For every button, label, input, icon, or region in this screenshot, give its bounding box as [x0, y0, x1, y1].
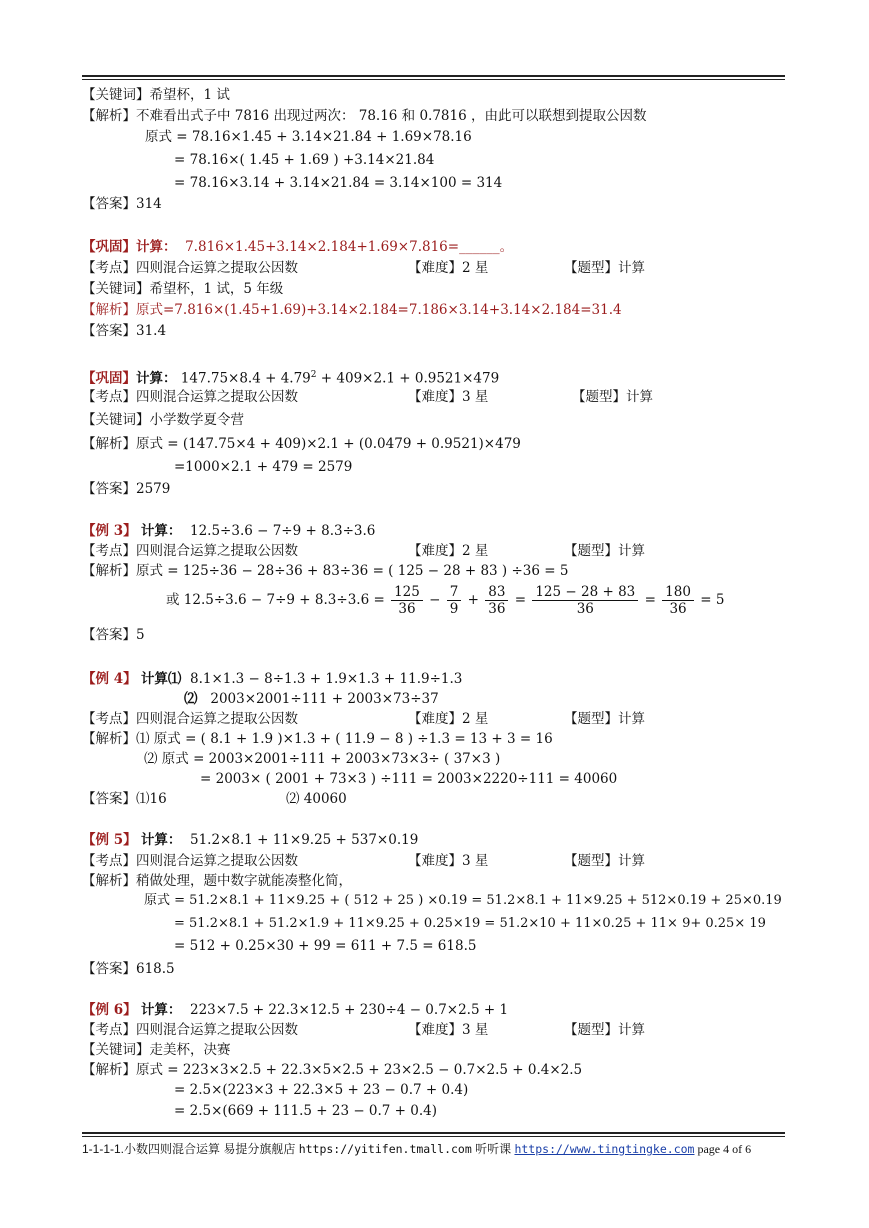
calc-label: 计算： [140, 832, 182, 848]
page-footer [82, 1140, 785, 1157]
fraction: $\frac{125 - 28 + 83}{36}$ [532, 584, 638, 617]
formula-step: =1000×2.1 + 479 = 2579 [174, 459, 353, 475]
keywords-line: 【关键词】小学数学夏令营 [82, 412, 244, 428]
problem-tag: 【例 4】 [82, 671, 137, 687]
tixing: 【题型】计算 [564, 1022, 645, 1038]
kaodian: 【考点】四则混合运算之提取公因数 [82, 260, 298, 276]
example-problem [82, 831, 418, 849]
analysis-line: 【解析】原式 = 125÷36 − 28÷36 + 83÷36 = ( 125 − 28 + 83 ) ÷36 = 5 [82, 563, 569, 579]
formula-step: = 512 + 0.25×30 + 99 = 611 + 7.5 = 618.5 [174, 938, 477, 954]
formula-step: 原式 = 51.2×8.1 + 11×9.25 + ( 512 + 25 ) ×0.19 = 51.2×8.1 + 11×9.25 + 512×0.19 + 25×0.19 [144, 893, 782, 908]
footer-tingting: 听听课 [471, 1142, 515, 1156]
footer-title: 1-1-1-1.小数四则混合运算 易提分旗舰店 [82, 1142, 299, 1156]
fraction: $\frac{125}{36}$ [391, 584, 423, 617]
meta-row [82, 542, 785, 560]
problem-expression-rest: + 409×2.1 + 0.9521×479 [316, 370, 500, 387]
alt-prefix: 或 12.5÷3.6 − 7÷9 + 8.3÷3.6 = [166, 592, 385, 608]
footer-rule [82, 1132, 785, 1134]
meta-row [82, 1021, 785, 1039]
answer-line: 【答案】314 [82, 196, 162, 212]
example-problem [82, 1001, 508, 1019]
calc-label: 计算⑴ [140, 671, 182, 687]
problem-expression: 223×7.5 + 22.3×12.5 + 230÷4 − 0.7×2.5 + 1 [189, 1002, 509, 1018]
analysis-line: 【解析】原式 = 223×3×2.5 + 22.3×5×2.5 + 23×2.5 − 0.7×2.5 + 0.4×2.5 [82, 1062, 583, 1078]
meta-row [82, 852, 785, 870]
problem-tag: 【例 6】 [82, 1002, 137, 1018]
calc-label: 计算： [136, 239, 177, 255]
calc-label: 计算： [140, 523, 182, 539]
part-label: ⑵ [184, 691, 198, 707]
keywords-line: 【关键词】希望杯，1 试 [82, 87, 230, 103]
tixing: 【题型】计算 [564, 543, 645, 559]
analysis-line: 【解析】原式=7.816×(1.45+1.69)+3.14×2.184=7.186×3.14+3.14×2.184=31.4 [82, 302, 622, 318]
fraction: $\frac{180}{36}$ [662, 584, 694, 617]
example-problem [82, 522, 375, 540]
nandu: 【难度】3 星 [408, 389, 489, 405]
nandu: 【难度】2 星 [408, 711, 489, 727]
gonggu-problem [82, 366, 499, 388]
header-rule-thin [82, 79, 785, 80]
example-problem [82, 670, 462, 688]
nandu: 【难度】2 星 [408, 543, 489, 559]
meta-row [82, 259, 785, 277]
gonggu-problem [82, 238, 513, 256]
analysis-line: 【解析】不难看出式子中 7816 出现过两次： 78.16 和 0.7816 ，由此可以联想到提取公因数 [82, 108, 647, 124]
answer-part2: ⑵ 40060 [286, 791, 347, 807]
shop-url: https://yitifen.tmall.com [298, 1142, 472, 1156]
fraction: $\frac{7}{9}$ [447, 584, 462, 617]
answer-line: 【答案】31.4 [82, 323, 167, 339]
answer-line: 【答案】5 [82, 627, 145, 643]
formula-step: = 2003× ( 2001 + 73×3 ) ÷111 = 2003×2220÷111 = 40060 [200, 771, 618, 787]
meta-row [82, 710, 785, 728]
answer-line: 【答案】⑴16 [82, 791, 167, 807]
analysis-line: 【解析】稍做处理，题中数字就能凑整化简， [82, 873, 352, 889]
problem-expression: 7.816×1.45+3.14×2.184+1.69×7.816=______。 [185, 239, 514, 255]
keywords-line: 【关键词】走美杯，决赛 [82, 1042, 231, 1058]
problem-expression: 2003×2001÷111 + 2003×73÷37 [210, 691, 439, 707]
analysis-line: 【解析】原式 = (147.75×4 + 409)×2.1 + (0.0479 + 0.9521)×479 [82, 436, 521, 452]
operator: = [644, 592, 656, 608]
problem-expression: 147.75×8.4 + 4.79 [180, 370, 311, 387]
page-number: page 4 of 6 [694, 1142, 752, 1156]
tixing: 【题型】计算 [564, 711, 645, 727]
problem-tag: 【例 5】 [82, 832, 137, 848]
problem-expression: 12.5÷3.6 − 7÷9 + 8.3÷3.6 [189, 523, 376, 539]
formula-step: 原式 = 78.16×1.45 + 3.14×21.84 + 1.69×78.16 [145, 129, 472, 145]
problem-tag: 【巩固】 [82, 239, 136, 255]
answer-line: 【答案】618.5 [82, 961, 175, 977]
formula-step: = 2.5×(669 + 111.5 + 23 − 0.7 + 0.4) [174, 1103, 438, 1119]
calc-label: 计算： [140, 1002, 182, 1018]
kaodian: 【考点】四则混合运算之提取公因数 [82, 543, 298, 559]
fraction: $\frac{83}{36}$ [485, 584, 508, 617]
nandu: 【难度】3 星 [408, 853, 489, 869]
formula-step: = 2.5×(223×3 + 22.3×5 + 23 − 0.7 + 0.4) [174, 1082, 469, 1098]
result: = 5 [700, 592, 725, 608]
formula-step: = 51.2×8.1 + 51.2×1.9 + 11×9.25 + 0.25×19 = 51.2×10 + 11×0.25 + 11× 9+ 0.25× 19 [174, 916, 766, 931]
keywords-line: 【关键词】希望杯，1 试，5 年级 [82, 281, 284, 297]
problem-expression: 51.2×8.1 + 11×9.25 + 537×0.19 [189, 832, 419, 848]
analysis-line: 【解析】⑴ 原式 = ( 8.1 + 1.9 )×1.3 + ( 11.9 − 8 ) ÷1.3 = 13 + 3 = 16 [82, 731, 553, 747]
tixing: 【题型】计算 [564, 853, 645, 869]
formula-step: = 78.16×( 1.45 + 1.69 ) +3.14×21.84 [174, 152, 435, 168]
kaodian: 【考点】四则混合运算之提取公因数 [82, 853, 298, 869]
footer-rule-thin [82, 1136, 785, 1137]
nandu: 【难度】3 星 [408, 1022, 489, 1038]
answer-line: 【答案】2579 [82, 481, 171, 497]
problem-tag: 【巩固】 [82, 370, 136, 387]
formula-step: = 78.16×3.14 + 3.14×21.84 = 3.14×100 = 314 [174, 175, 503, 191]
operator: + [467, 592, 479, 608]
problem-expression: 8.1×1.3 − 8÷1.3 + 1.9×1.3 + 11.9÷1.3 [189, 671, 463, 687]
exponent: 2 [310, 370, 317, 380]
problem-tag: 【例 3】 [82, 523, 137, 539]
tixing: 【题型】计算 [564, 260, 645, 276]
kaodian: 【考点】四则混合运算之提取公因数 [82, 389, 298, 405]
footer-link[interactable]: https://www.tingtingke.com [514, 1142, 695, 1156]
calc-label: 计算： [136, 370, 177, 387]
tixing: 【题型】计算 [572, 389, 653, 405]
meta-row [82, 388, 785, 406]
operator: = [514, 592, 527, 608]
fraction-formula [166, 582, 724, 618]
header-rule [82, 75, 785, 77]
operator: − [429, 592, 441, 608]
kaodian: 【考点】四则混合运算之提取公因数 [82, 711, 298, 727]
formula-step: ⑵ 原式 = 2003×2001÷111 + 2003×73×3÷ ( 37×3 ) [144, 751, 501, 767]
example-problem-part2 [184, 690, 439, 708]
kaodian: 【考点】四则混合运算之提取公因数 [82, 1022, 298, 1038]
nandu: 【难度】2 星 [408, 260, 489, 276]
